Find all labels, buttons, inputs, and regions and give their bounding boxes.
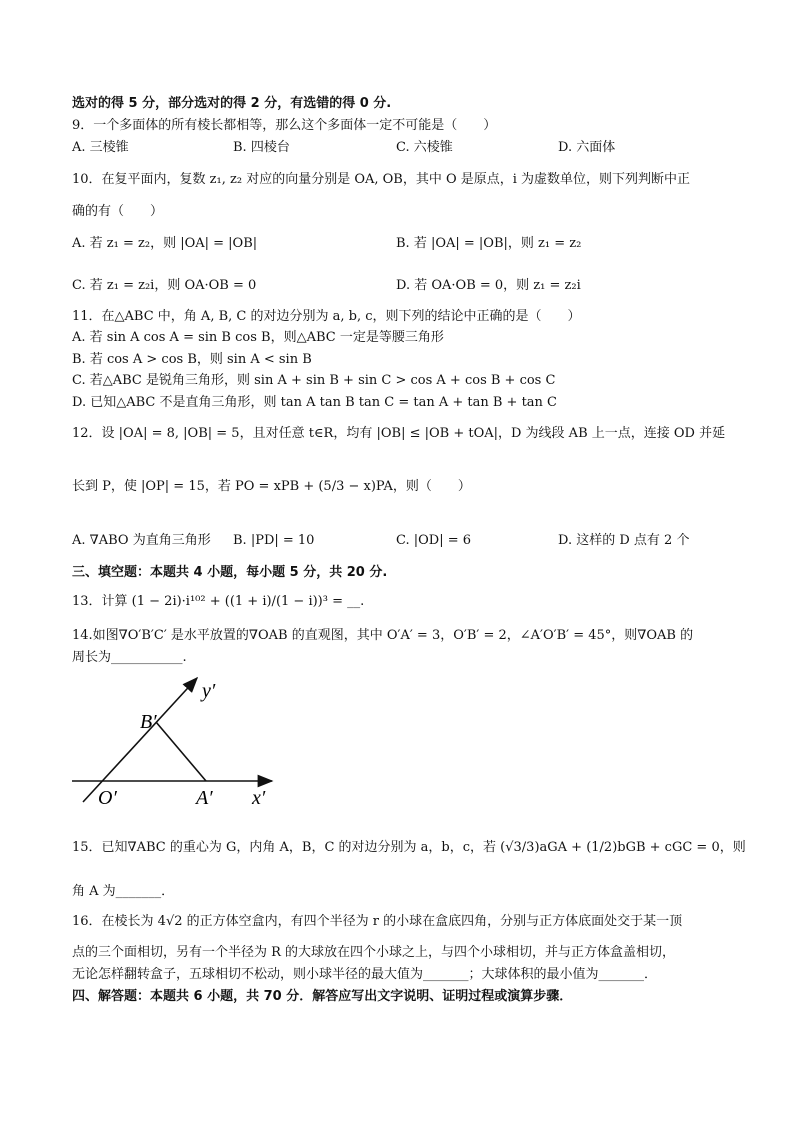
section-note: 选对的得 5 分，部分选对的得 2 分，有选错的得 0 分. <box>72 96 392 111</box>
oblique-figure <box>60 670 290 812</box>
label-o: O′ <box>98 787 117 809</box>
y-axis <box>83 678 197 802</box>
section-3-heading: 三、填空题：本题共 4 小题，每小题 5 分，共 20 分. <box>72 565 388 580</box>
segment-b-a <box>156 722 206 781</box>
q16-line-3: 无论怎样翻转盒子，五球相切不松动，则小球半径的最大值为_______；大球体积的最小值为_______． <box>72 967 658 982</box>
q10-option-b: B. 若 |OA| = |OB|，则 z₁ = z₂ <box>396 236 582 251</box>
q9-option-d: D. 六面体 <box>558 140 616 155</box>
q10-option-a: A. 若 z₁ = z₂，则 |OA| = |OB| <box>72 236 258 251</box>
q9-option-b: B. 四棱台 <box>233 140 290 155</box>
q12-option-a: A. ∇ABO 为直角三角形 <box>72 533 211 548</box>
q12-stem-2: 长到 P，使 |OP| = 15，若 PO = xPB + (5/3 − x)PA，则（ ） <box>72 479 471 494</box>
label-b: B′ <box>140 711 157 733</box>
section-4-heading: 四、解答题：本题共 6 小题，共 70 分．解答应写出文字说明、证明过程或演算步骤． <box>72 989 573 1004</box>
q11-option-c: C. 若△ABC 是锐角三角形，则 sin A + sin B + sin C > cos A + cos B + cos C <box>72 373 556 388</box>
q12-option-c: C. |OD| = 6 <box>396 533 472 548</box>
q14-line-2: 周长为___________. <box>72 650 187 665</box>
q16-line-1: 16．在棱长为 4√2 的正方体空盒内，有四个半径为 r 的小球在盒底四角，分别与正方体底面处交于某一顶 <box>72 914 683 929</box>
label-a: A′ <box>196 787 213 809</box>
q13: 13．计算 (1 − 2i)·i¹⁰² + ((1 + i)/(1 − i))³ = __. <box>72 594 365 609</box>
q9-stem: 9．一个多面体的所有棱长都相等，那么这个多面体一定不可能是（ ） <box>72 118 497 133</box>
q12-option-b: B. |PD| = 10 <box>233 533 315 548</box>
q16-line-2: 点的三个面相切，另有一个半径为 R 的大球放在四个小球之上，与四个小球相切，并与正方体盒盖相切， <box>72 945 676 960</box>
q11-option-b: B. 若 cos A > cos B，则 sin A < sin B <box>72 352 312 367</box>
label-x: x′ <box>252 787 266 809</box>
q10-stem-2: 确的有（ ） <box>72 204 164 219</box>
label-y: y′ <box>202 680 216 702</box>
q10-option-c: C. 若 z₁ = z₂i，则 OA·OB = 0 <box>72 278 257 293</box>
q14-line-1: 14.如图∇O′B′C′ 是水平放置的∇OAB 的直观图，其中 O′A′ = 3，O′B′ = 2，∠A′O′B′ = 45°，则∇OAB 的 <box>72 628 694 643</box>
q10-option-d: D. 若 OA·OB = 0，则 z₁ = z₂i <box>396 278 581 293</box>
q12-option-d: D. 这样的 D 点有 2 个 <box>558 533 690 548</box>
q11-stem: 11．在△ABC 中，角 A, B, C 的对边分别为 a, b, c，则下列的结论中正确的是（ ） <box>72 309 581 324</box>
q12-stem-1: 12．设 |OA| = 8, |OB| = 5，且对任意 t∈R，均有 |OB| ≤ |OB + tOA|，D 为线段 AB 上一点，连接 OD 并延 <box>72 426 726 441</box>
q9-option-a: A. 三棱锥 <box>72 140 129 155</box>
q11-option-a: A. 若 sin A cos A = sin B cos B，则△ABC 一定是等腰三角形 <box>72 330 444 345</box>
q15-line-2: 角 A 为_______． <box>72 884 175 899</box>
q15-line-1: 15．已知∇ABC 的重心为 G，内角 A，B，C 的对边分别为 a，b，c，若 (√3/3)aGA + (1/2)bGB + cGC = 0，则 <box>72 840 746 855</box>
q10-stem-1: 10．在复平面内，复数 z₁, z₂ 对应的向量分别是 OA, OB，其中 O 是原点，i 为虚数单位，则下列判断中正 <box>72 172 691 187</box>
q11-option-d: D. 已知△ABC 不是直角三角形，则 tan A tan B tan C = tan A + tan B + tan C <box>72 395 558 410</box>
q9-option-c: C. 六棱锥 <box>396 140 453 155</box>
